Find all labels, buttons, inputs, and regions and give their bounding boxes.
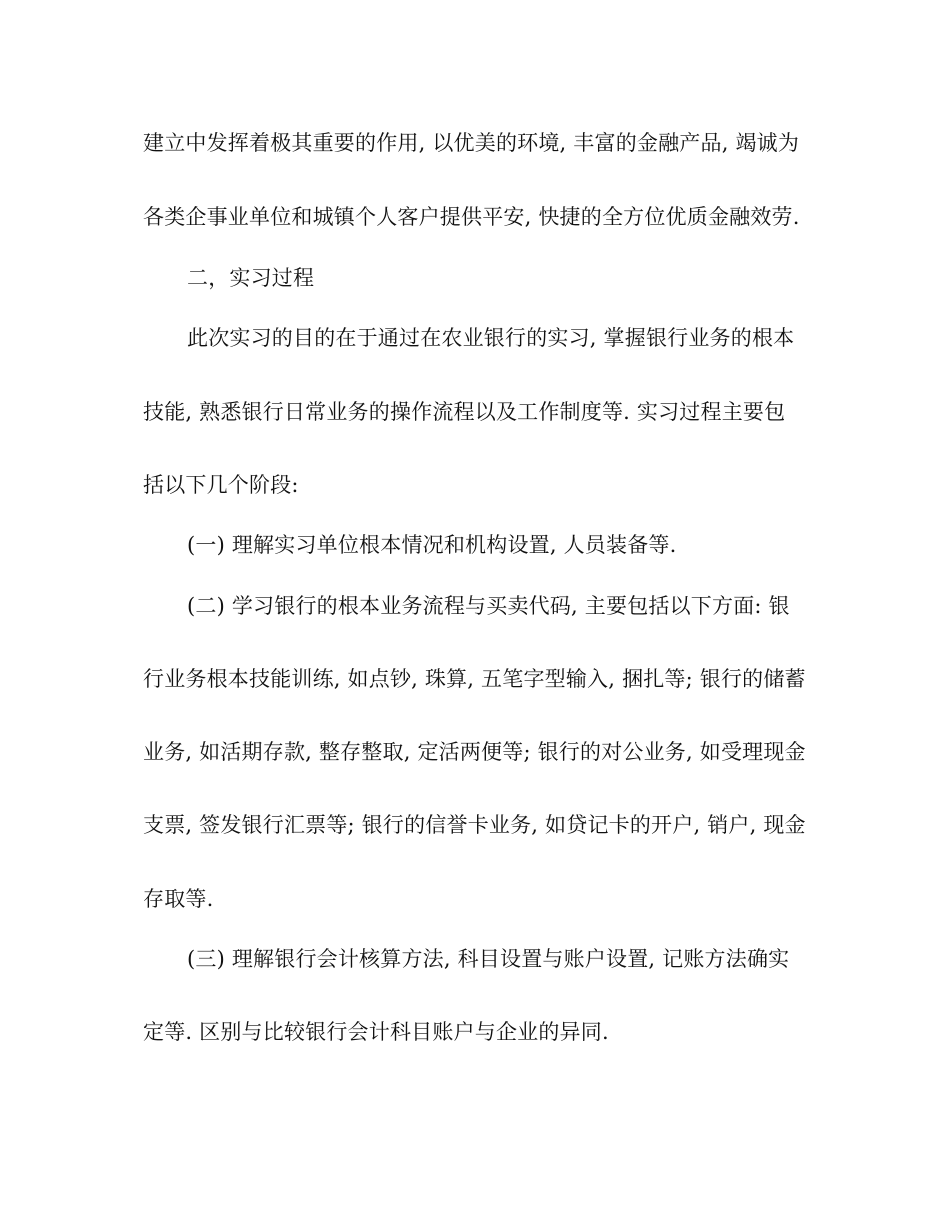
list-item-3-line-1: (三) 理解银行会计核算方法, 科目设置与账户设置, 记账方法确实 [187, 947, 790, 971]
list-item-2-line-4: 支票, 签发银行汇票等; 银行的信誉卡业务, 如贷记卡的开户, 销户, 现金 [143, 813, 806, 837]
body-line-1: 建立中发挥着极其重要的作用, 以优美的环境, 丰富的金融产品, 竭诚为 [143, 131, 800, 155]
list-item-3-line-2: 定等. 区别与比较银行会计科目账户与企业的异同. [143, 1020, 609, 1044]
list-item-2-line-1: (二) 学习银行的根本业务流程与买卖代码, 主要包括以下方面: 银 [187, 594, 790, 618]
body-line-3: 此次实习的目的在于通过在农业银行的实习, 掌握银行业务的根本 [187, 326, 795, 350]
list-item-1: (一) 理解实习单位根本情况和机构设置, 人员装备等. [187, 533, 677, 557]
body-line-5: 括以下几个阶段: [143, 473, 299, 497]
list-item-2-line-2: 行业务根本技能训练, 如点钞, 珠算, 五笔字型输入, 捆扎等; 银行的储蓄 [143, 667, 806, 691]
list-item-2-line-5: 存取等. [143, 887, 214, 911]
list-item-2-line-3: 业务, 如活期存款, 整存整取, 定活两便等; 银行的对公业务, 如受理现金 [143, 740, 806, 764]
section-heading: 二，实习过程 [187, 266, 315, 290]
body-line-2: 各类企事业单位和城镇个人客户提供平安, 快捷的全方位优质金融效劳. [143, 205, 800, 229]
body-line-4: 技能, 熟悉银行日常业务的操作流程以及工作制度等. 实习过程主要包 [143, 400, 786, 424]
